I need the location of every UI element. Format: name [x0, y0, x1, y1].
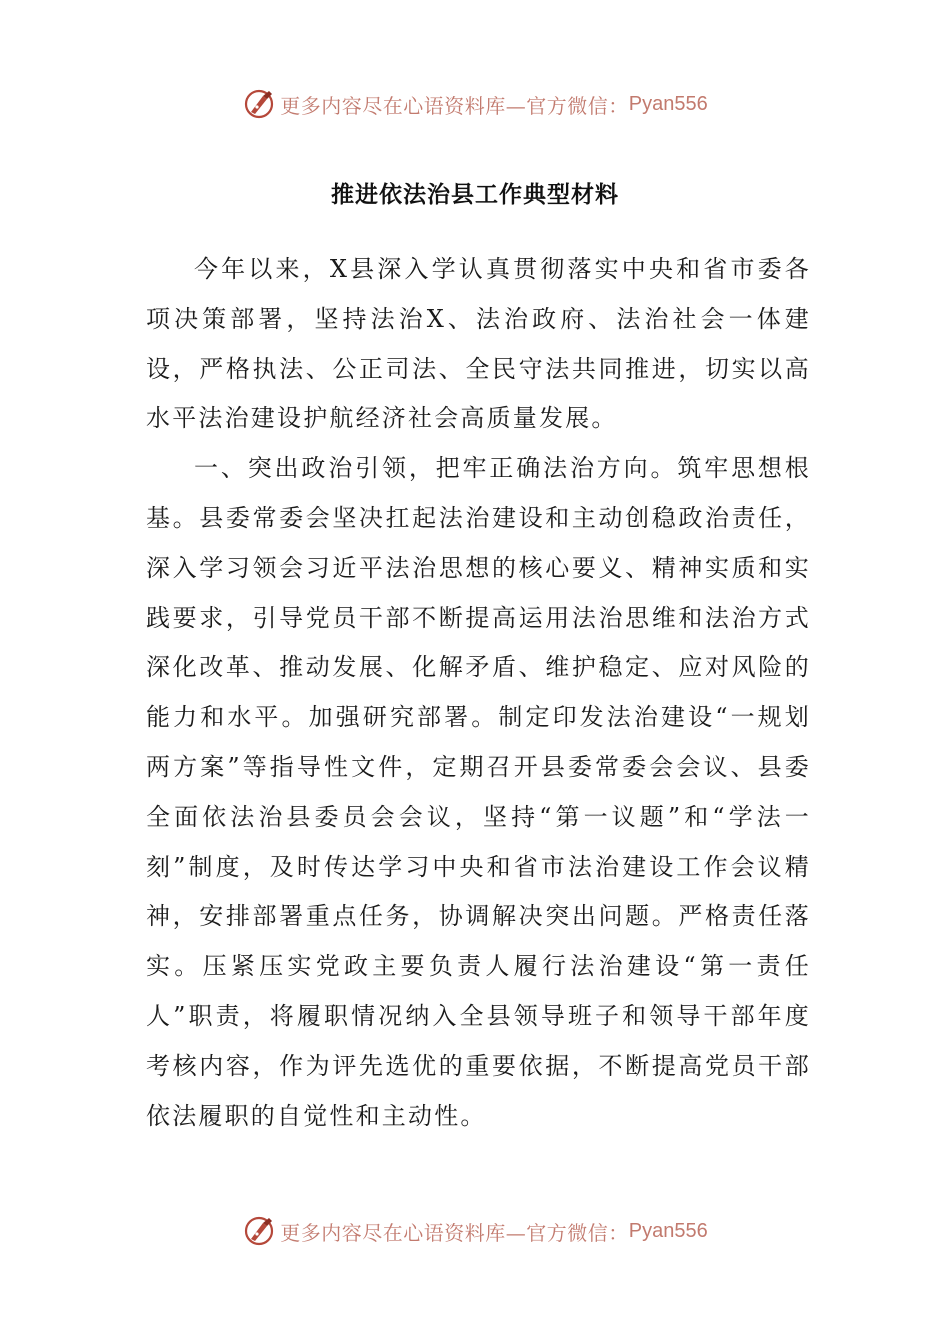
pen-nib-circle-icon — [242, 1214, 276, 1248]
document-title: 推进依法治县工作典型材料 — [331, 182, 619, 208]
header-watermark-banner — [0, 84, 950, 124]
paragraph: 今年以来，X县深入学认真贯彻落实中央和省市委各项决策部署，坚持法治X、法治政府、法治社会一体建设，严格执法、公正司法、全民守法共同推进，切实以高水平法治建设护航经济社会高质量发展。 — [146, 255, 811, 433]
document-body — [146, 245, 811, 1141]
watermark-handle: Pyan556 — [628, 92, 708, 115]
watermark-text: 更多内容尽在心语资料库—官方微信： — [280, 1220, 629, 1245]
watermark-handle: Pyan556 — [628, 1219, 708, 1242]
footer-watermark-banner — [0, 1211, 950, 1251]
watermark-text: 更多内容尽在心语资料库—官方微信： — [280, 93, 629, 118]
pen-nib-circle-icon — [242, 87, 276, 121]
paragraph: 一、突出政治引领，把牢正确法治方向。筑牢思想根基。县委常委会坚决扛起法治建设和主动创稳政治责任，深入学习领会习近平法治思想的核心要义、精神实质和实践要求，引导党员干部不断提高运用法治思维和法治方式深化改革、推动发展、化解矛盾、维护稳定、应对风险的能力和水平。加强研究部署。制定印发法治建设“一规划两方案”等指导性文件，定期召开县委常委会会议、县委全面依法治县委员会会议，坚持“第一议题”和“学法一刻”制度，及时传达学习中央和省市法治建设工作会议精神，安排部署重点任务，协调解决突出问题。严格责任落实。压紧压实党政主要负责人履行法治建设“第一责任人”职责，将履职情况纳入全县领导班子和领导干部年度考核内容，作为评先选优的重要依据，不断提高党员干部依法履职的自觉性和主动性。 — [146, 454, 811, 1130]
